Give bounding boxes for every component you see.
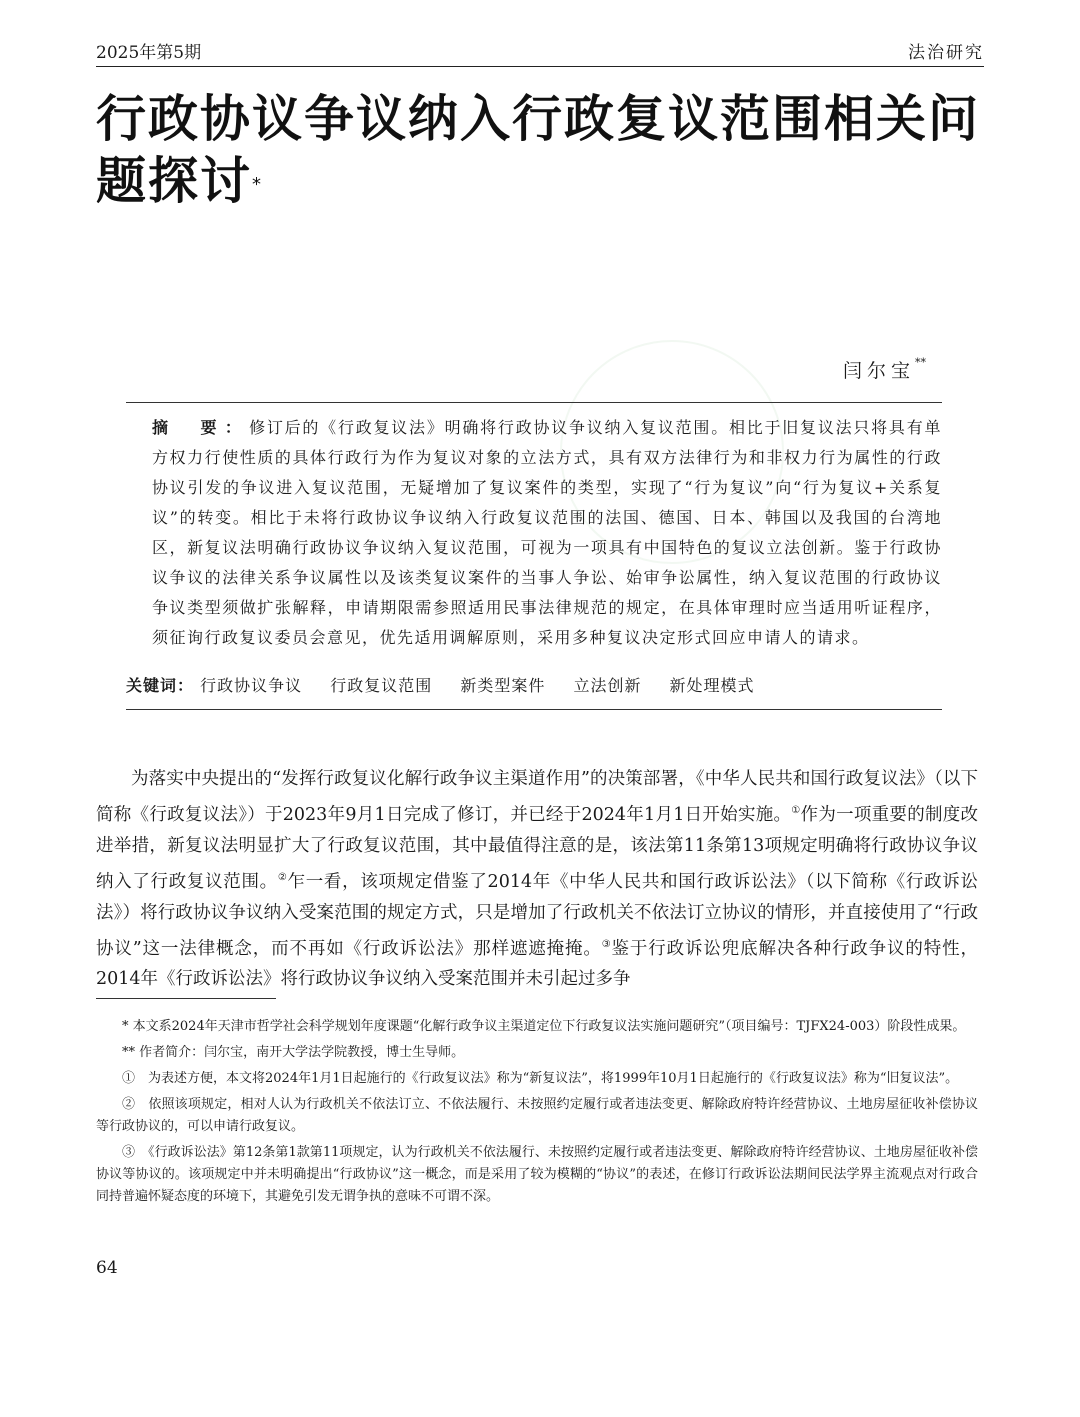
footnote: ③ 《行政诉讼法》第12条第1款第11项规定，认为行政机关不依法履行、未按照约定履行或者违法变更、解除政府特许经营协议、土地房屋征收补偿协议等协议的。该项规定中并未明确提出“行政协议”这一概念，而是采用了较为模糊的“协议”的表述，在修订行政诉讼法期间民法学界主流观点对行政合同持普遍怀疑态度的环境下，其避免引发无谓争执的意味不可谓不深。	[96, 1145, 978, 1204]
keyword: 新类型案件	[460, 676, 546, 695]
abstract-label: 摘 要：	[152, 418, 250, 437]
author	[843, 356, 926, 383]
page-number: 64	[96, 1258, 118, 1278]
footnotes	[96, 1016, 978, 1212]
footnote-ref[interactable]: ①	[791, 805, 801, 816]
abstract-text: 修订后的《行政复议法》明确将行政协议争议纳入复议范围。相比于旧复议法只将具有单方权力行使性质的具体行政行为作为复议对象的立法方式，具有双方法律行为和非权力行为属性的行政协议引发的争议进入复议范围，无疑增加了复议案件的类型，实现了“行为复议”向“行为复议+关系复议”的转变。相比于未将行政协议争议纳入行政复议范围的法国、德国、日本、韩国以及我国的台湾地区，新复议法明确行政协议争议纳入复议范围，可视为一项具有中国特色的复议立法创新。鉴于行政协议争议的法律关系争议属性以及该类复议案件的当事人争讼、始审争讼属性，纳入复议范围的行政协议争议类型须做扩张解释，申请期限需参照适用民事法律规范的规定，在具体审理时应当适用听证程序，须征询行政复议委员会意见，优先适用调解原则，采用多种复议决定形式回应申请人的请求。	[152, 418, 942, 647]
keywords-label: 关键词：	[126, 676, 195, 695]
author-name: 闫尔宝	[842, 360, 915, 382]
body-text: 乍一看，该项规定借鉴了2014年《中华人民共和国行政诉讼法》（以下简称《行政诉讼法》）将行政协议争议纳入受案范围的规定方式，只是增加了行政机关不依法订立协议的情形，并直接使用了“行政协议”这一法律概念，而不再如《行政诉讼法》那样遮遮掩掩。	[96, 871, 978, 959]
footnote: ② 依照该项规定，相对人认为行政机关不依法订立、不依法履行、未按照约定履行或者违法变更、解除政府特许经营协议、土地房屋征收补偿协议等行政协议的，可以申请行政复议。	[96, 1097, 978, 1134]
title-footnote-mark: *	[252, 174, 263, 195]
keyword: 行政协议争议	[200, 676, 303, 695]
footnote: ** 作者简介：闫尔宝，南开大学法学院教授，博士生导师。	[122, 1045, 465, 1060]
footnote-divider	[96, 998, 276, 999]
abstract-box	[126, 402, 942, 710]
keywords	[126, 672, 777, 700]
body-text: 鉴于行政诉讼兜底解决各种行政争议的特性，2014年《行政诉讼法》将行政协议争议纳入受案范围并未引起过多争	[96, 938, 979, 990]
footnote: * 本文系2024年天津市哲学社会科学规划年度课题“化解行政争议主渠道定位下行政复议法实施问题研究”（项目编号：TJFX24-003）阶段性成果。	[122, 1019, 966, 1034]
issue-label: 2025年第5期	[96, 43, 202, 63]
body-text: 为落实中央提出的“发挥行政复议化解行政争议主渠道作用”的决策部署，《中华人民共和国行政复议法》（以下简称《行政复议法》）于2023年9月1日完成了修订，并已经于2024年1月1日开始实施。	[96, 769, 978, 825]
article-title	[96, 88, 996, 212]
journal-name: 法治研究	[908, 43, 984, 63]
keyword: 新处理模式	[669, 676, 755, 695]
keyword: 立法创新	[573, 676, 642, 695]
footnote-ref[interactable]: ③	[601, 938, 612, 950]
body-text: 作为一项重要的制度改进举措，新复议法明显扩大了行政复议范围，其中最值得注意的是，该法第11条第13项规定明确将行政协议争议纳入了行政复议范围。	[96, 804, 979, 892]
author-footnote-mark: **	[915, 356, 926, 369]
keyword: 行政复议范围	[330, 676, 433, 695]
footnote: ① 为表述方便，本文将2024年1月1日起施行的《行政复议法》称为“新复议法”，将1999年10月1日起施行的《行政复议法》称为“旧复议法”。	[122, 1071, 959, 1086]
abstract	[152, 413, 942, 653]
footnote-ref[interactable]: ②	[277, 871, 288, 883]
body-paragraph	[96, 764, 978, 995]
title-text: 行政协议争议纳入行政复议范围相关问题探讨	[96, 90, 980, 210]
running-header	[96, 36, 984, 67]
